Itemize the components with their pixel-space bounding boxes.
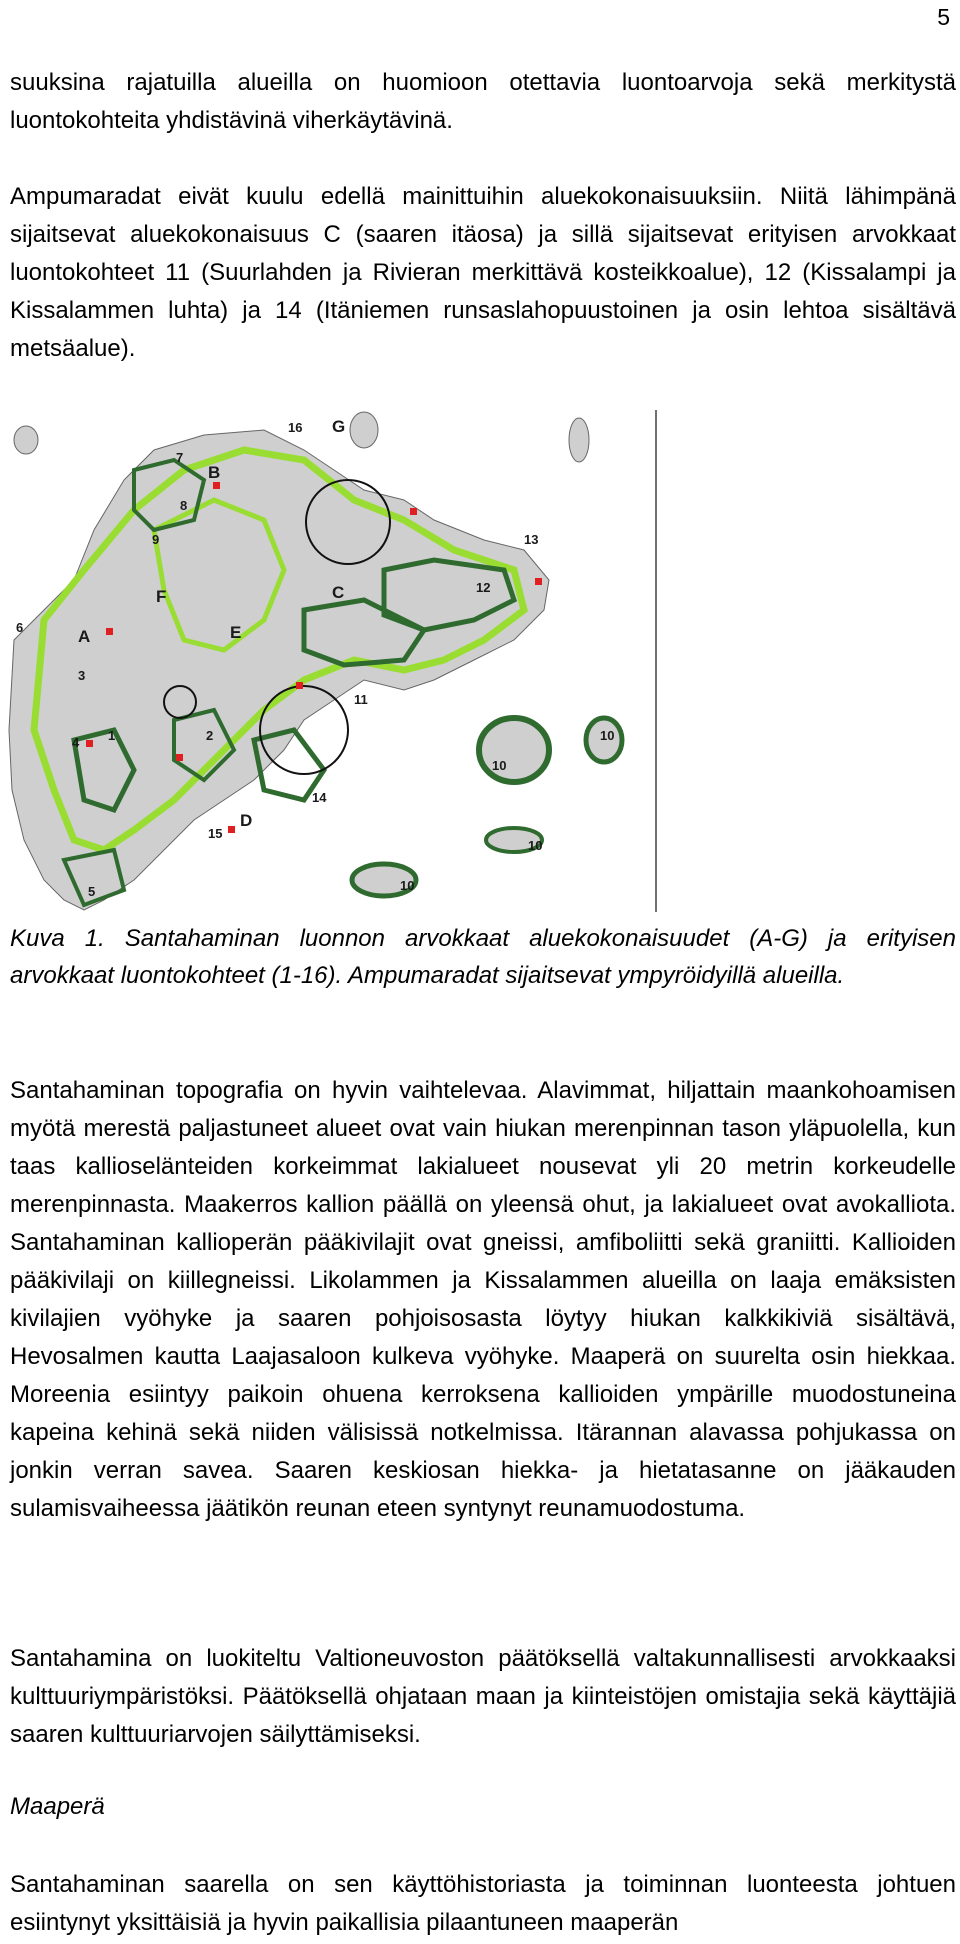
site-label-1: 1 [108,728,116,743]
site-label-13: 13 [524,532,539,547]
site-label-12: 12 [476,580,491,595]
site-label-9: 9 [152,532,160,547]
site-label-11: 11 [354,692,368,707]
paragraph-shooting-ranges: Ampumaradat eivät kuulu edellä mainittuihin aluekokonaisuuksiin. Niitä lähimpänä sijaitsevat aluekokonaisuus C (saaren itäosa) ja sillä sijaitsevat erityisen arvokkaat luontokohteet 11 (Suurlahden ja Rivieran merkittävä kosteikkoalue), 12 (Kissalampi ja Kissalammen luhta) ja 14 (Itäniemen runsaslahopuustoinen ja osin lehtoa sisältävä metsäalue). [10,183,956,362]
site-label-14: 14 [312,790,327,805]
area-label-b: B [208,463,221,482]
site-label-16: 16 [288,420,303,435]
paragraph-intro: suuksina rajatuilla alueilla on huomioon otettavia luontoarvoja sekä merkitystä luontokohteita yhdistävinä viherkäytävinä. [10,69,956,134]
islet-north [350,412,378,448]
paragraph-topography: Santahaminan topografia on hyvin vaihtelevaa. Alavimmat, hiljattain maankohoamisen myötä merestä paljastuneet alueet ovat vain hiukan merenpinnan tason yläpuolella, kun taas kallioselänteiden korkeimmat lakialueet nousevat yli 20 metrin korkeudelle merenpinnasta. Maakerros kallion päällä on yleensä ohut, ja lakialueet ovat avokalliota. Santahaminan kallioperän pääkivilajit ovat gneissi, amfiboliitti sekä graniitti. Kallioiden pääkivilaji on kiillegneissi. Likolammen ja Kissalammen alueilla on laaja emäksisten kivilajien vyöhyke ja saaren pohjoisosasta löytyy hiukan kalkkikiviä sisältävä, Hevosalmen kautta Laajasaloon kulkeva vyöhyke. Maaperä on suurelta osin hiekkaa. Moreenia esiintyy paikoin ohuena kerroksena kallioiden ympärille muodostuneina kapeina kehinä sekä niiden välisissä notkelmissa. Itärannan alavassa pohjukassa on jonkin verran savea. Saaren keskiosan hiekka- ja hietatasanne on jääkauden sulamisvaiheessa jäätikön reunan eteen syntynyt reunamuodostuma. [10,1077,956,1522]
site-label-10-b: 10 [600,728,615,743]
area-label-e: E [230,623,242,642]
site-label-6: 6 [16,620,24,635]
island-landmass [9,430,549,910]
area-label-a: A [78,627,91,646]
site-label-10-d: 10 [528,838,543,853]
paragraph-cultural-environment: Santahamina on luokiteltu Valtioneuvoston päätöksellä valtakunnallisesti arvokkaaksi kulttuuriympäristöksi. Päätöksellä ohjataan maan ja kiinteistöjen omistajia sekä käyttäjiä saaren kulttuuriarvojen säilyttämiseksi. [10,1645,956,1748]
area-label-c: C [332,583,345,602]
area-label-f: F [156,587,167,606]
site-label-3: 3 [78,668,86,683]
area-label-g: G [332,417,346,436]
figure-caption: Kuva 1. Santahaminan luonnon arvokkaat aluekokonaisuudet (A-G) ja erityisen arvokkaat luontokohteet (1-16). Ampumaradat sijaitsevat ympyröidyillä alueilla. [10,925,956,989]
site-label-8: 8 [180,498,188,513]
site-label-10-c: 10 [400,878,415,893]
islet-northeast [569,418,589,462]
site-label-5: 5 [88,884,96,899]
site-label-2: 2 [206,728,214,743]
section-heading-maapera: Maaperä [10,1793,105,1820]
site-label-7: 7 [176,450,184,465]
site-label-10-a: 10 [492,758,507,773]
page-number: 5 [937,4,950,30]
islet-west [14,426,38,454]
site-label-15: 15 [208,826,223,841]
paragraph-soil: Santahaminan saarella on sen käyttöhistoriasta ja toiminnan luonteesta johtuen esiintynyt yksittäisiä ja hyvin paikallisia pilaantuneen maaperän [10,1871,956,1936]
islet-east-1 [479,718,549,782]
nature-values-map [4,410,658,912]
site-label-4: 4 [72,735,80,750]
area-label-d: D [240,811,253,830]
